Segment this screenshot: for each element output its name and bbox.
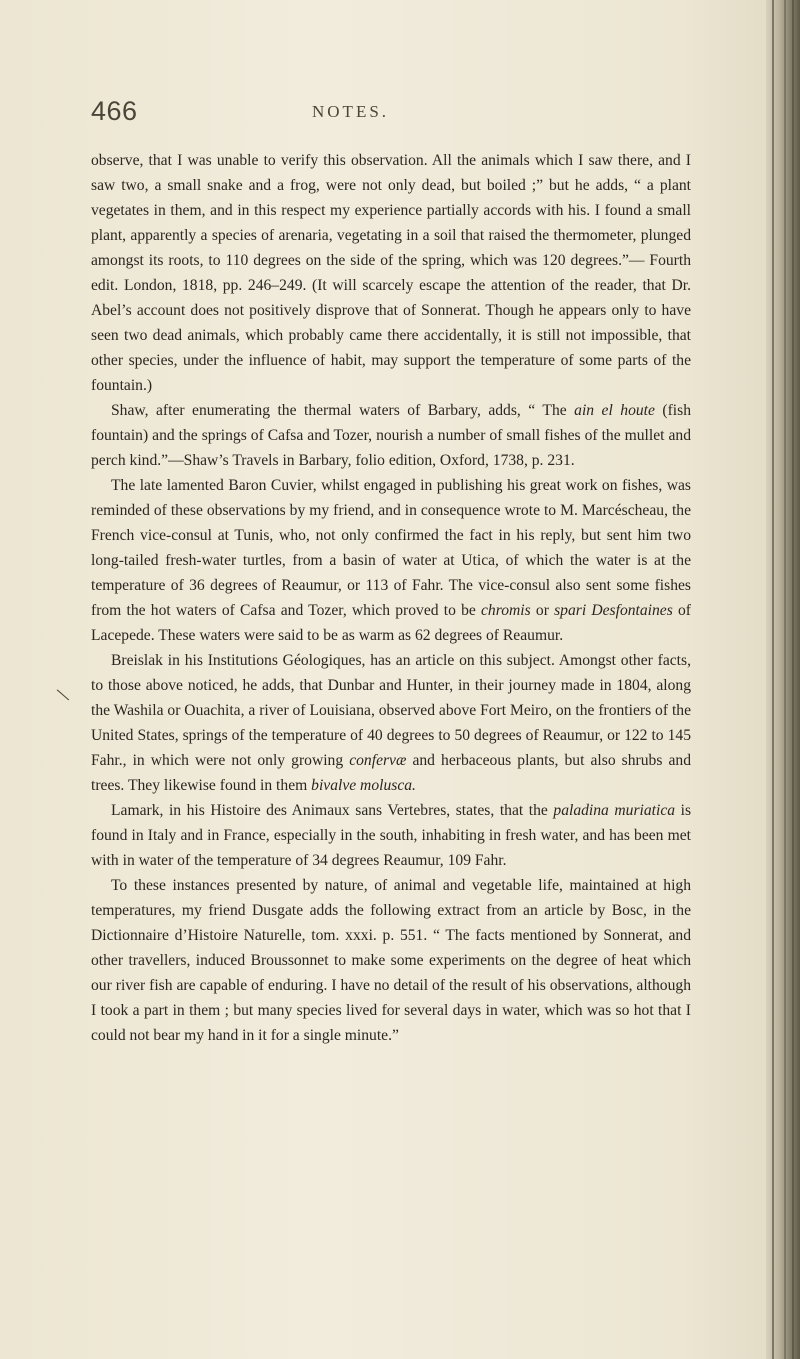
text-run: (fish fountain) and the springs of Cafsa and Tozer, nourish a number of small fishes of the mullet and perch kind.”—Shaw’s Travels in Barbary, folio edition, Oxford, 1738, p. 231. xyxy=(91,402,691,469)
text-run: To these instances presented by nature, of animal and vegetable life, maintained at high temperatures, my friend Dusgate adds the following extract from an article by Bosc, in the Dictionnaire d’Histoire Naturelle, tom. xxxi. p. 551. “ The facts mentioned by Sonnerat, and other travellers, induced Broussonnet to make some experiments on the degree of heat which our river fish are capable of enduring. I have no detail of the result of his observations, although I took a part in them ; but many species lived for several days in water, which was so hot that I could not bear my hand in it for a single minute.” xyxy=(91,877,691,1044)
paragraph xyxy=(91,798,691,873)
text-run: or xyxy=(530,602,555,619)
body-text xyxy=(91,148,691,1048)
binding-shadow-line xyxy=(772,0,774,1359)
paragraph xyxy=(91,648,691,798)
text-run: and herbaceous plants, but also shrubs and trees. They likewise found in them xyxy=(91,752,691,794)
text-run: Lamark, in his Histoire des Animaux sans Vertebres, states, that the xyxy=(111,802,554,819)
page-number: 466 xyxy=(91,96,138,126)
binding-shadow-line xyxy=(792,0,794,1359)
text-run: The late lamented Baron Cuvier, whilst engaged in publishing his great work on fishes, was reminded of these observations by my friend, and in consequence wrote to M. Marcéscheau, the French vice-consul at Tunis, who, not only confirmed the fact in his reply, but sent him two long-tailed fresh-water turtles, from a basin of water at Utica, of which the water is at the temperature of 36 degrees of Reaumur, or 113 of Fahr. The vice-consul also sent some fishes from the hot waters of Cafsa and Tozer, which proved to be xyxy=(91,477,691,619)
text-run: is found in Italy and in France, especially in the south, inhabiting in fresh water, and has been met with in water of the temperature of 34 degrees Reaumur, 109 Fahr. xyxy=(91,802,692,869)
paragraph xyxy=(91,398,691,473)
italic-text: spari Desfontaines xyxy=(554,602,673,619)
binding-shadow-line xyxy=(784,0,786,1359)
italic-text: confervæ xyxy=(349,752,407,769)
text-run: Breislak in his Institutions Géologiques, has an article on this subject. Amongst other facts, to those above noticed, he adds, that Dunbar and Hunter, in their journey made in 1804, along the Washila or Ouachita, a river of Louisiana, observed above Fort Meiro, on the frontiers of the United States, springs of the temperature of 40 degrees to 50 degrees of Reaumur, or 122 to 145 Fahr., in which were not only growing xyxy=(91,652,691,769)
margin-pencil-mark: \ xyxy=(53,682,72,707)
text-run: observe, that I was unable to verify this observation. All the animals which I saw there, and I saw two, a small snake and a frog, were not only dead, but boiled ;” but he adds, “ a plant vegetates in them, and in this respect my experience partially accords with his. I found a small plant, apparently a species of arenaria, vegetating in a soil that raised the thermometer, plunged amongst its roots, to 110 degrees on the side of the spring, which was 120 degrees.”— Fourth edit. London, 1818, pp. 246–249. (It will scarcely escape the attention of the reader, that Dr. Abel’s account does not positively disprove that of Sonnerat. Though he appears only to have seen two dead animals, which probably came there accidentally, it is still not impossible, that other species, under the influence of habit, may support the temperature of some parts of the fountain.) xyxy=(91,152,691,394)
italic-text: paladina muriatica xyxy=(553,802,676,819)
paragraph xyxy=(91,473,691,648)
italic-text: ain el houte xyxy=(574,402,655,419)
italic-text: bivalve molusca. xyxy=(311,777,416,794)
text-run: of Lacepede. These waters were said to be as warm as 62 degrees of Reaumur. xyxy=(91,602,691,644)
running-head: NOTES. xyxy=(312,102,390,121)
paragraph xyxy=(91,873,691,1048)
paragraph xyxy=(91,148,691,398)
italic-text: chromis xyxy=(481,602,531,619)
page-header xyxy=(91,96,691,136)
text-run: Shaw, after enumerating the thermal waters of Barbary, adds, “ The xyxy=(111,402,575,419)
